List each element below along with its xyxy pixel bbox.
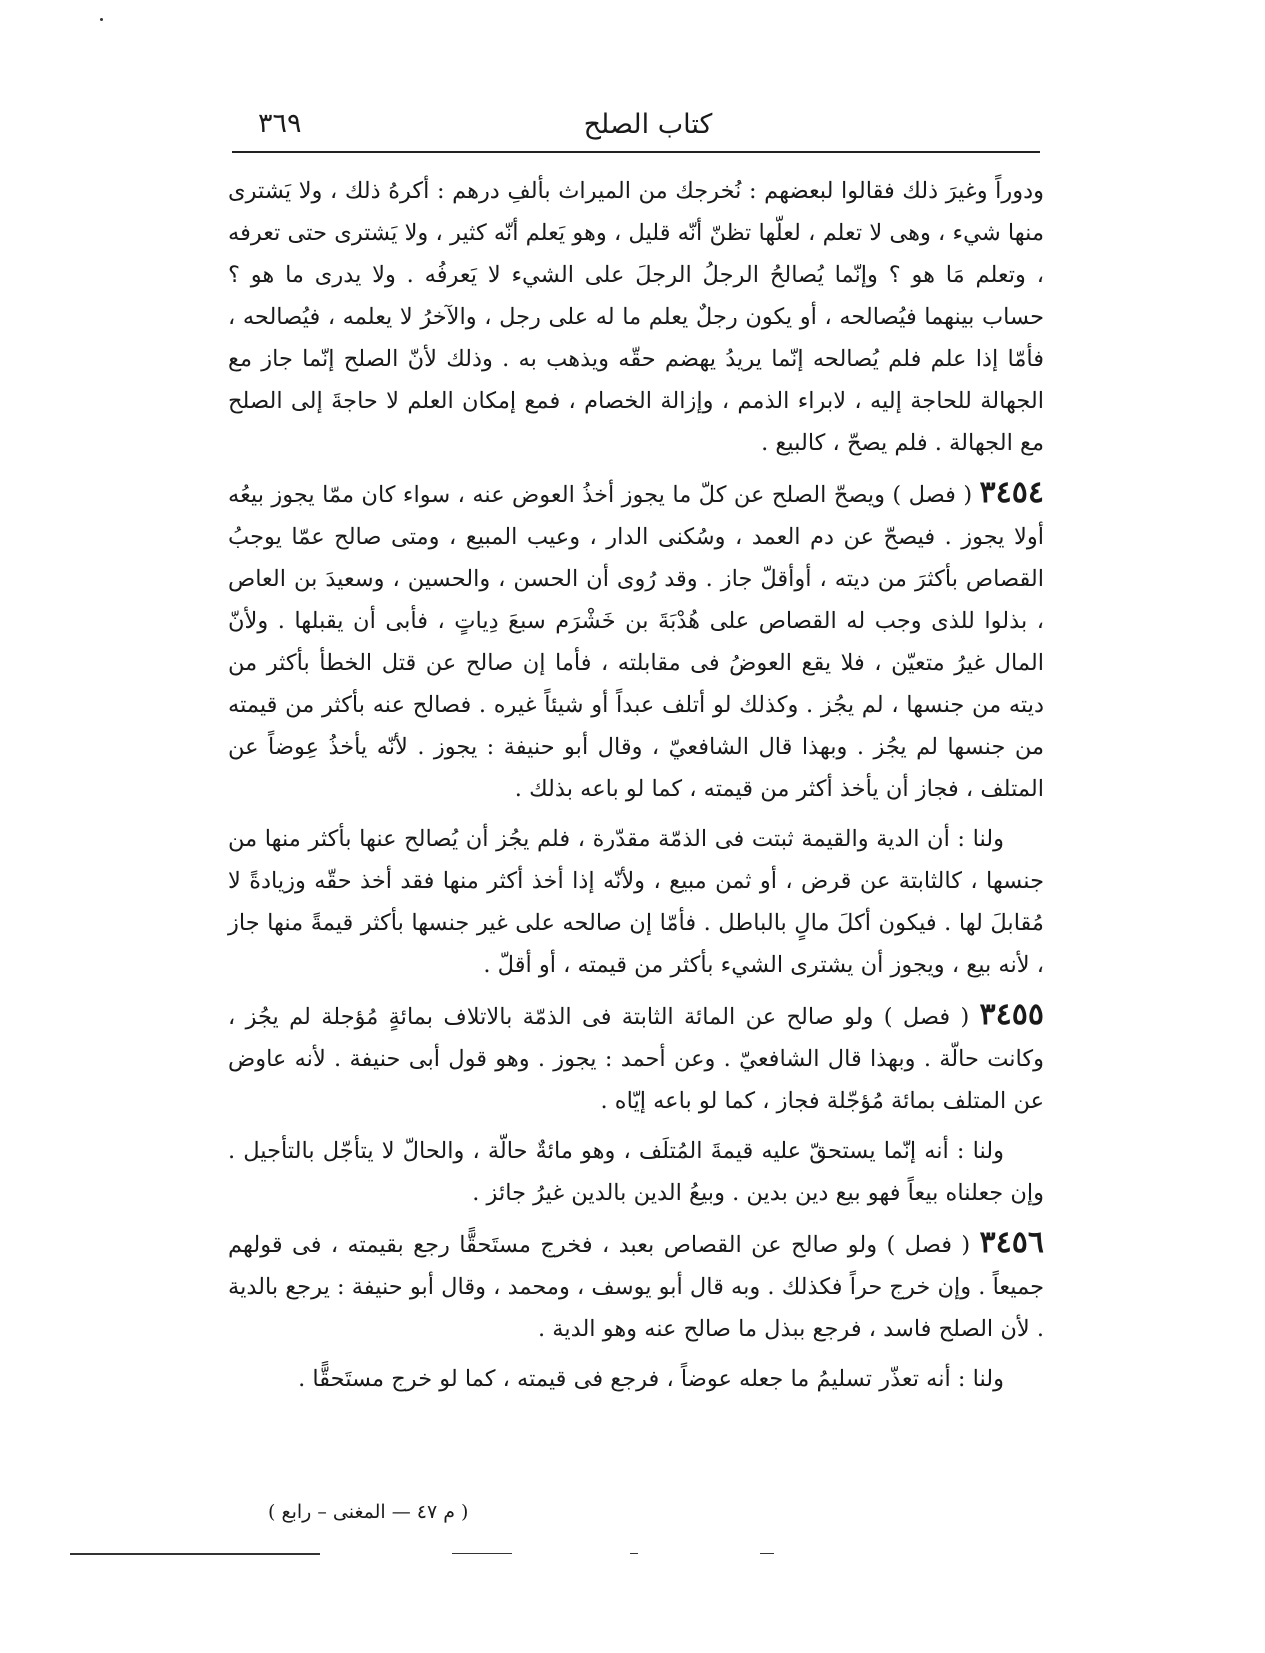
footer-rule xyxy=(452,1553,512,1554)
section-paragraph xyxy=(228,994,1044,1122)
section-number: ٣٤٥٤ xyxy=(979,475,1044,510)
paragraph xyxy=(228,1358,1044,1400)
running-header xyxy=(258,104,1038,144)
footer-rule xyxy=(70,1553,320,1555)
chapter-title: كتاب الصلح xyxy=(583,108,713,140)
section-number: ٣٤٥٥ xyxy=(979,997,1044,1032)
paragraph xyxy=(228,818,1044,986)
paragraph-text: ( فصل ) ولو صالح عن المائة الثابتة فى الذمّة بالاتلاف بمائةٍ مُؤجلة لم يجُز ، وكانت حالّة . وبهذا قال الشافعيّ . وعن أحمد : يجوز . وهو قول أبى حنيفة . لأنه عاوض عن المتلف بمائة مُؤجّلة فجاز ، كما لو باعه إيّاه . xyxy=(228,1004,1044,1114)
paragraph xyxy=(228,170,1044,464)
paragraph-text: ولنا : أنه تعذّر تسليمُ ما جعله عوضاً ، فرجع فى قيمته ، كما لو خرج مستَحقًّا . xyxy=(298,1366,1004,1392)
section-paragraph xyxy=(228,1222,1044,1350)
scan-speck xyxy=(100,18,103,21)
footer-rule xyxy=(630,1553,638,1554)
paragraph-text: ( فصل ) ويصحّ الصلح عن كلّ ما يجوز أخذُ العوض عنه ، سواء كان ممّا يجوز بيعُه أولا يجوز . فيصحّ عن دم العمد ، وسُكنى الدار ، وعيب المبيع ، ومتى صالح عمّا يوجبُ القصاص بأكثرَ من ديته ، أوأقلّ جاز . وقد رُوى أن الحسن ، والحسين ، وسعيدَ بن العاص ، بذلوا للذى وجب له القصاص على هُدْبَةَ بن خَشْرَم سبعَ دِياتٍ ، فأبى أن يقبلها . ولأنّ المال غيرُ متعيّن ، فلا يقع العوضُ فى مقابلته ، فأما إن صالح عن قتل الخطأ بأكثر من ديته من جنسها ، لم يجُز . وكذلك لو أتلف عبداً أو شيئاً غيره . فصالح عنه بأكثر من قيمته من جنسها لم يجُز . وبهذا قال الشافعيّ ، وقال أبو حنيفة : يجوز . لأنّه يأخذُ عِوضاً عن المتلف ، فجاز أن يأخذ أكثر من قيمته ، كما لو باعه بذلك . xyxy=(228,482,1044,802)
main-text xyxy=(228,170,1044,1400)
paragraph-text: ودوراً وغيرَ ذلك فقالوا لبعضهم : نُخرجك من الميراث بألفِ درهم : أكرهُ ذلك ، ولا يَشترى منها شيء ، وهى لا تعلم ، لعلّها تظنّ أنّه قليل ، وهو يَعلم أنّه كثير ، ولا يَشترى حتى تعرفه ، وتعلم مَا هو ؟ وإنّما يُصالحُ الرجلُ الرجلَ على الشيء لا يَعرفُه . ولا يدرى ما هو ؟ حساب بينهما فيُصالحه ، أو يكون رجلٌ يعلم ما له على رجل ، والآخرُ لا يعلمه ، فيُصالحه ، فأمّا إذا علم فلم يُصالحه إنّما يريدُ يهضم حقّه ويذهب به . وذلك لأنّ الصلح إنّما جاز مع الجهالة للحاجة إليه ، لابراء الذمم ، وإزالة الخصام ، فمع إمكان العلم لا حاجةَ إلى الصلح مع الجهالة . فلم يصحّ ، كالبيع . xyxy=(228,178,1044,456)
page-number: ٣٦٩ xyxy=(258,108,302,139)
paragraph xyxy=(228,1130,1044,1214)
paragraph-text: ( فصل ) ولو صالح عن القصاص بعبد ، فخرج مستَحقًّا رجع بقيمته ، فى قولهم جميعاً . وإن خرج حراً فكذلك . وبه قال أبو يوسف ، ومحمد ، وقال أبو حنيفة : يرجع بالدية . لأن الصلح فاسد ، فرجع ببذل ما صالح عنه وهو الدية . xyxy=(228,1232,1044,1342)
section-paragraph xyxy=(228,472,1044,810)
paragraph-text: ولنا : أنه إنّما يستحقّ عليه قيمةَ المُتلَف ، وهو مائةٌ حالّة ، والحالّ لا يتأجّل بالتأجيل . وإن جعلناه بيعاً فهو بيع دين بدين . وبيعُ الدين بالدين غيرُ جائز . xyxy=(228,1138,1044,1206)
header-rule xyxy=(232,151,1040,153)
paragraph-text: ولنا : أن الدية والقيمة ثبتت فى الذمّة مقدّرة ، فلم يجُز أن يُصالح عنها بأكثر منها من جنسها ، كالثابتة عن قرض ، أو ثمن مبيع ، ولأنّه إذا أخذ أكثر منها فقد أخذ حقّه وزيادةً لا مُقابلَ لها . فيكون أكلَ مالٍ بالباطل . فأمّا إن صالحه على غير جنسها بأكثر قيمةً منها جاز ، لأنه بيع ، ويجوز أن يشترى الشيء بأكثر من قيمته ، أو أقلّ . xyxy=(228,826,1044,978)
section-number: ٣٤٥٦ xyxy=(979,1225,1044,1260)
footer-note: ( م ٤٧ — المغنى – رابع ) xyxy=(268,1501,469,1523)
footer-rule xyxy=(760,1553,774,1554)
